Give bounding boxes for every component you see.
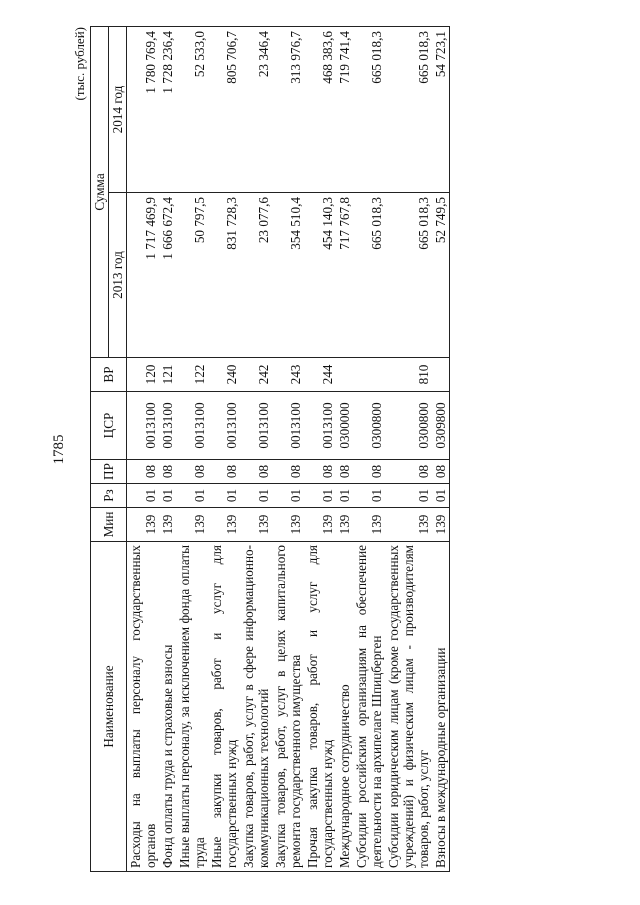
cell-csr: 0013100 bbox=[304, 392, 336, 460]
cell-vr: 120 bbox=[127, 358, 160, 392]
table-row bbox=[159, 27, 176, 872]
cell-name: Прочая закупка товаров, работ и услуг для государственных нужд bbox=[304, 542, 336, 872]
cell-rz: 01 bbox=[385, 484, 432, 508]
cell-y2013: 354 510,4 bbox=[272, 193, 304, 358]
cell-pr: 08 bbox=[336, 460, 353, 484]
cell-csr: 0300000 bbox=[336, 392, 353, 460]
cell-rz: 01 bbox=[176, 484, 208, 508]
page-number: 1785 bbox=[51, 434, 67, 465]
cell-name: Субсидии российским организациям на обеспечение деятельности на архипелаге Шпицберген bbox=[353, 542, 385, 872]
cell-pr: 08 bbox=[304, 460, 336, 484]
cell-pr: 08 bbox=[208, 460, 240, 484]
cell-name: Иные закупки товаров, работ и услуг для государственных нужд bbox=[208, 542, 240, 872]
cell-vr: 122 bbox=[176, 358, 208, 392]
cell-name: Расходы на выплаты персоналу государственных органов bbox=[127, 542, 160, 872]
cell-y2014: 665 018,3 bbox=[385, 27, 432, 193]
cell-pr: 08 bbox=[432, 460, 450, 484]
cell-csr: 0300800 bbox=[353, 392, 385, 460]
cell-name: Международное сотрудничество bbox=[336, 542, 353, 872]
cell-min: 139 bbox=[127, 508, 160, 542]
cell-y2013: 454 140,3 bbox=[304, 193, 336, 358]
cell-y2014: 313 976,7 bbox=[272, 27, 304, 193]
table-body bbox=[127, 27, 450, 872]
cell-vr: 810 bbox=[385, 358, 432, 392]
cell-min: 139 bbox=[176, 508, 208, 542]
cell-name: Закупка товаров, работ, услуг в сфере информационно-коммуникационных технологий bbox=[240, 542, 272, 872]
cell-csr: 0013100 bbox=[127, 392, 160, 460]
cell-pr: 08 bbox=[353, 460, 385, 484]
col-header-csr: ЦСР bbox=[91, 392, 127, 460]
cell-y2013: 831 728,3 bbox=[208, 193, 240, 358]
cell-min: 139 bbox=[272, 508, 304, 542]
table-row bbox=[127, 27, 160, 872]
cell-vr: 121 bbox=[159, 358, 176, 392]
cell-y2014: 1 728 236,4 bbox=[159, 27, 176, 193]
cell-min: 139 bbox=[385, 508, 432, 542]
cell-y2014: 805 706,7 bbox=[208, 27, 240, 193]
col-header-2014: 2014 год bbox=[109, 27, 127, 193]
cell-rz: 01 bbox=[336, 484, 353, 508]
col-header-2013: 2013 год bbox=[109, 193, 127, 358]
cell-min: 139 bbox=[353, 508, 385, 542]
cell-csr: 0013100 bbox=[159, 392, 176, 460]
table-row bbox=[208, 27, 240, 872]
cell-rz: 01 bbox=[127, 484, 160, 508]
cell-y2014: 54 723,1 bbox=[432, 27, 450, 193]
cell-name: Субсидии юридическим лицам (кроме государственных учреждений) и физическим лицам - производителям товаров, работ, услуг bbox=[385, 542, 432, 872]
cell-y2013: 52 749,5 bbox=[432, 193, 450, 358]
cell-vr: 242 bbox=[240, 358, 272, 392]
cell-y2014: 468 383,6 bbox=[304, 27, 336, 193]
cell-pr: 08 bbox=[159, 460, 176, 484]
cell-y2013: 1 666 672,4 bbox=[159, 193, 176, 358]
cell-pr: 08 bbox=[176, 460, 208, 484]
col-header-rz: Рз bbox=[91, 484, 127, 508]
cell-y2013: 665 018,3 bbox=[385, 193, 432, 358]
cell-csr: 0013100 bbox=[240, 392, 272, 460]
cell-csr: 0013100 bbox=[272, 392, 304, 460]
cell-min: 139 bbox=[432, 508, 450, 542]
cell-min: 139 bbox=[208, 508, 240, 542]
cell-rz: 01 bbox=[272, 484, 304, 508]
table-row bbox=[336, 27, 353, 872]
cell-y2014: 23 346,4 bbox=[240, 27, 272, 193]
cell-name: Закупка товаров, работ, услуг в целях капитального ремонта государственного имущества bbox=[272, 542, 304, 872]
col-header-vr: ВР bbox=[91, 358, 127, 392]
cell-pr: 08 bbox=[385, 460, 432, 484]
cell-y2013: 717 767,8 bbox=[336, 193, 353, 358]
table-row bbox=[176, 27, 208, 872]
cell-vr bbox=[336, 358, 353, 392]
table-row bbox=[240, 27, 272, 872]
cell-name: Иные выплаты персоналу, за исключением фонда оплаты труда bbox=[176, 542, 208, 872]
cell-pr: 08 bbox=[272, 460, 304, 484]
cell-y2013: 665 018,3 bbox=[353, 193, 385, 358]
table-row bbox=[272, 27, 304, 872]
cell-pr: 08 bbox=[127, 460, 160, 484]
table-row bbox=[304, 27, 336, 872]
budget-table bbox=[90, 26, 450, 872]
cell-name: Фонд оплаты труда и страховые взносы bbox=[159, 542, 176, 872]
cell-y2014: 52 533,0 bbox=[176, 27, 208, 193]
cell-y2014: 1 780 769,4 bbox=[127, 27, 160, 193]
cell-csr: 0013100 bbox=[208, 392, 240, 460]
cell-name: Взносы в международные организации bbox=[432, 542, 450, 872]
cell-vr bbox=[432, 358, 450, 392]
cell-rz: 01 bbox=[304, 484, 336, 508]
cell-vr: 244 bbox=[304, 358, 336, 392]
cell-y2013: 50 797,5 bbox=[176, 193, 208, 358]
cell-csr: 0309800 bbox=[432, 392, 450, 460]
cell-min: 139 bbox=[304, 508, 336, 542]
cell-rz: 01 bbox=[208, 484, 240, 508]
col-header-sum: Сумма bbox=[91, 27, 109, 358]
cell-y2013: 23 077,6 bbox=[240, 193, 272, 358]
cell-min: 139 bbox=[240, 508, 272, 542]
cell-rz: 01 bbox=[353, 484, 385, 508]
table-row bbox=[385, 27, 432, 872]
cell-rz: 01 bbox=[432, 484, 450, 508]
cell-min: 139 bbox=[336, 508, 353, 542]
header-row-1 bbox=[91, 27, 109, 872]
cell-vr: 243 bbox=[272, 358, 304, 392]
cell-pr: 08 bbox=[240, 460, 272, 484]
cell-vr bbox=[353, 358, 385, 392]
table-row bbox=[432, 27, 450, 872]
cell-y2014: 719 741,4 bbox=[336, 27, 353, 193]
rotated-page bbox=[50, 27, 610, 872]
cell-vr: 240 bbox=[208, 358, 240, 392]
cell-csr: 0300800 bbox=[385, 392, 432, 460]
table-row bbox=[353, 27, 385, 872]
col-header-pr: ПР bbox=[91, 460, 127, 484]
cell-min: 139 bbox=[159, 508, 176, 542]
cell-rz: 01 bbox=[159, 484, 176, 508]
cell-y2014: 665 018,3 bbox=[353, 27, 385, 193]
cell-rz: 01 bbox=[240, 484, 272, 508]
units-note: (тыс. рублей) bbox=[72, 27, 87, 101]
cell-y2013: 1 717 469,9 bbox=[127, 193, 160, 358]
col-header-min: Мин bbox=[91, 508, 127, 542]
col-header-name: Наименование bbox=[91, 542, 127, 872]
cell-csr: 0013100 bbox=[176, 392, 208, 460]
